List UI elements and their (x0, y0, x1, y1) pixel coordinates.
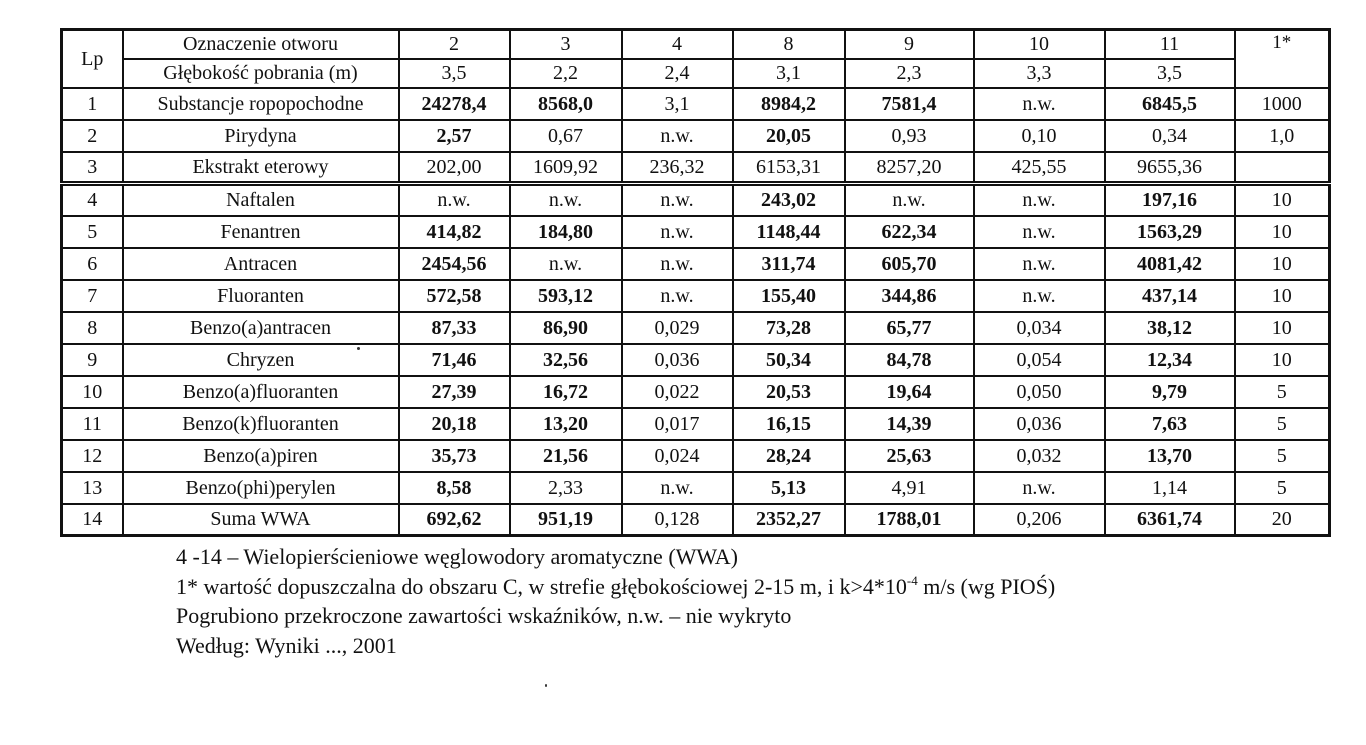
value-cell: 692,62 (399, 504, 510, 536)
depth-cell: 3,5 (399, 59, 510, 88)
borehole-cell: 2 (399, 30, 510, 59)
row-number: 11 (62, 408, 123, 440)
value-cell: 0,036 (622, 344, 733, 376)
value-cell: 2,33 (510, 472, 622, 504)
value-cell: 1788,01 (845, 504, 974, 536)
value-cell: 0,050 (974, 376, 1105, 408)
limit-cell: 10 (1235, 280, 1330, 312)
table-row (62, 472, 1330, 504)
value-cell: n.w. (845, 184, 974, 216)
value-cell: 0,024 (622, 440, 733, 472)
row-number: 12 (62, 440, 123, 472)
value-cell: 14,39 (845, 408, 974, 440)
value-cell: 9655,36 (1105, 152, 1235, 184)
value-cell: 21,56 (510, 440, 622, 472)
value-cell: 13,70 (1105, 440, 1235, 472)
value-cell: 605,70 (845, 248, 974, 280)
value-cell: 0,206 (974, 504, 1105, 536)
value-cell: n.w. (974, 280, 1105, 312)
limit-cell: 1,0 (1235, 120, 1330, 152)
limit-cell: 5 (1235, 376, 1330, 408)
row-number: 9 (62, 344, 123, 376)
value-cell: 414,82 (399, 216, 510, 248)
table-row (62, 504, 1330, 536)
limit-cell: 5 (1235, 408, 1330, 440)
depth-cell: 3,1 (733, 59, 845, 88)
value-cell: 425,55 (974, 152, 1105, 184)
value-cell: n.w. (622, 184, 733, 216)
value-cell: 1563,29 (1105, 216, 1235, 248)
value-cell: 9,79 (1105, 376, 1235, 408)
value-cell: n.w. (974, 248, 1105, 280)
row-number: 10 (62, 376, 123, 408)
value-cell: 0,054 (974, 344, 1105, 376)
value-cell: 8568,0 (510, 88, 622, 120)
value-cell: 202,00 (399, 152, 510, 184)
value-cell: 951,19 (510, 504, 622, 536)
value-cell: 16,72 (510, 376, 622, 408)
value-cell: 0,034 (974, 312, 1105, 344)
row-number: 8 (62, 312, 123, 344)
substance-name: Substancje ropopochodne (123, 88, 399, 120)
substance-name: Naftalen (123, 184, 399, 216)
header-row-depth (62, 59, 1330, 88)
value-cell: 84,78 (845, 344, 974, 376)
substance-name: Benzo(a)fluoranten (123, 376, 399, 408)
note-limit-definition (176, 572, 1055, 602)
scan-speck (357, 347, 360, 350)
depth-cell: 2,4 (622, 59, 733, 88)
value-cell: 0,67 (510, 120, 622, 152)
substance-name: Benzo(a)piren (123, 440, 399, 472)
value-cell: 0,017 (622, 408, 733, 440)
value-cell: n.w. (622, 120, 733, 152)
value-cell: 155,40 (733, 280, 845, 312)
value-cell: 28,24 (733, 440, 845, 472)
lp-header: Lp (62, 30, 123, 88)
value-cell: 6153,31 (733, 152, 845, 184)
substance-name: Fluoranten (123, 280, 399, 312)
borehole-cell: 9 (845, 30, 974, 59)
note-bold-legend: Pogrubiono przekroczone zawartości wskaźników, n.w. – nie wykryto (176, 603, 792, 628)
value-cell: 73,28 (733, 312, 845, 344)
limit-cell: 10 (1235, 344, 1330, 376)
row-number: 4 (62, 184, 123, 216)
value-cell: n.w. (622, 248, 733, 280)
value-cell: 2,57 (399, 120, 510, 152)
limit-cell: 20 (1235, 504, 1330, 536)
value-cell: 32,56 (510, 344, 622, 376)
limit-header: 1* (1235, 30, 1330, 88)
value-cell: 5,13 (733, 472, 845, 504)
value-cell: 7,63 (1105, 408, 1235, 440)
table-notes (176, 542, 1055, 660)
table-row (62, 376, 1330, 408)
value-cell: n.w. (974, 88, 1105, 120)
value-cell: 24278,4 (399, 88, 510, 120)
value-cell: 0,022 (622, 376, 733, 408)
value-cell: 6845,5 (1105, 88, 1235, 120)
value-cell: 243,02 (733, 184, 845, 216)
value-cell: 12,34 (1105, 344, 1235, 376)
limit-cell: 10 (1235, 312, 1330, 344)
value-cell: 197,16 (1105, 184, 1235, 216)
table-row (62, 184, 1330, 216)
row-number: 7 (62, 280, 123, 312)
value-cell: n.w. (974, 216, 1105, 248)
value-cell: 236,32 (622, 152, 733, 184)
value-cell: 437,14 (1105, 280, 1235, 312)
row-number: 3 (62, 152, 123, 184)
value-cell: 20,53 (733, 376, 845, 408)
row-number: 2 (62, 120, 123, 152)
table-row (62, 216, 1330, 248)
value-cell: 0,029 (622, 312, 733, 344)
limit-cell: 5 (1235, 440, 1330, 472)
value-cell: 344,86 (845, 280, 974, 312)
row-number: 13 (62, 472, 123, 504)
table-row (62, 88, 1330, 120)
value-cell: 19,64 (845, 376, 974, 408)
value-cell: 311,74 (733, 248, 845, 280)
value-cell: n.w. (622, 280, 733, 312)
value-cell: 20,05 (733, 120, 845, 152)
value-cell: 0,10 (974, 120, 1105, 152)
borehole-cell: 3 (510, 30, 622, 59)
value-cell: 27,39 (399, 376, 510, 408)
value-cell: 8257,20 (845, 152, 974, 184)
row-number: 5 (62, 216, 123, 248)
value-cell: 13,20 (510, 408, 622, 440)
depth-cell: 3,5 (1105, 59, 1235, 88)
row-number: 6 (62, 248, 123, 280)
table-container (60, 28, 1331, 537)
value-cell: 2352,27 (733, 504, 845, 536)
value-cell: n.w. (622, 472, 733, 504)
contaminant-table (60, 28, 1331, 537)
table-body (62, 30, 1330, 536)
value-cell: 35,73 (399, 440, 510, 472)
value-cell: 8984,2 (733, 88, 845, 120)
value-cell: 4081,42 (1105, 248, 1235, 280)
value-cell: 8,58 (399, 472, 510, 504)
value-cell: 0,34 (1105, 120, 1235, 152)
row-number: 14 (62, 504, 123, 536)
limit-cell (1235, 152, 1330, 184)
value-cell: n.w. (622, 216, 733, 248)
note-source: Według: Wyniki ..., 2001 (176, 632, 397, 658)
value-cell: 25,63 (845, 440, 974, 472)
table-row (62, 440, 1330, 472)
substance-name: Fenantren (123, 216, 399, 248)
value-cell: 1148,44 (733, 216, 845, 248)
table-row (62, 248, 1330, 280)
substance-name: Benzo(phi)perylen (123, 472, 399, 504)
depth-cell: 2,2 (510, 59, 622, 88)
value-cell: 20,18 (399, 408, 510, 440)
substance-name: Ekstrakt eterowy (123, 152, 399, 184)
value-cell: 593,12 (510, 280, 622, 312)
substance-name: Chryzen (123, 344, 399, 376)
row-number: 1 (62, 88, 123, 120)
borehole-cell: 4 (622, 30, 733, 59)
limit-cell: 5 (1235, 472, 1330, 504)
borehole-cell: 8 (733, 30, 845, 59)
value-cell: 1609,92 (510, 152, 622, 184)
value-cell: 4,91 (845, 472, 974, 504)
substance-name: Suma WWA (123, 504, 399, 536)
value-cell: 2454,56 (399, 248, 510, 280)
table-row (62, 408, 1330, 440)
limit-cell: 10 (1235, 216, 1330, 248)
value-cell: 0,93 (845, 120, 974, 152)
value-cell: 16,15 (733, 408, 845, 440)
borehole-cell: 10 (974, 30, 1105, 59)
value-cell: 38,12 (1105, 312, 1235, 344)
scan-speck (545, 684, 547, 687)
value-cell: 3,1 (622, 88, 733, 120)
depth-header: Głębokość pobrania (m) (123, 59, 399, 88)
value-cell: n.w. (974, 184, 1105, 216)
value-cell: n.w. (510, 248, 622, 280)
note-wwa-definition: 4 -14 – Wielopierścieniowe węglowodory aromatyczne (WWA) (176, 544, 738, 569)
borehole-cell: 11 (1105, 30, 1235, 59)
value-cell: 87,33 (399, 312, 510, 344)
substance-name: Antracen (123, 248, 399, 280)
limit-cell: 10 (1235, 248, 1330, 280)
value-cell: 184,80 (510, 216, 622, 248)
substance-name: Pirydyna (123, 120, 399, 152)
table-row (62, 344, 1330, 376)
note-limit-exponent: -4 (906, 572, 918, 588)
value-cell: 71,46 (399, 344, 510, 376)
note-limit-unit: m/s (wg PIOŚ) (917, 573, 1056, 599)
value-cell: 572,58 (399, 280, 510, 312)
limit-cell: 1000 (1235, 88, 1330, 120)
value-cell: 0,128 (622, 504, 733, 536)
borehole-header: Oznaczenie otworu (123, 30, 399, 59)
substance-name: Benzo(k)fluoranten (123, 408, 399, 440)
value-cell: n.w. (510, 184, 622, 216)
value-cell: 1,14 (1105, 472, 1235, 504)
header-row-borehole (62, 30, 1330, 59)
depth-cell: 2,3 (845, 59, 974, 88)
value-cell: 6361,74 (1105, 504, 1235, 536)
value-cell: 86,90 (510, 312, 622, 344)
value-cell: n.w. (399, 184, 510, 216)
value-cell: n.w. (974, 472, 1105, 504)
substance-name: Benzo(a)antracen (123, 312, 399, 344)
value-cell: 65,77 (845, 312, 974, 344)
table-row (62, 280, 1330, 312)
table-row (62, 120, 1330, 152)
value-cell: 50,34 (733, 344, 845, 376)
table-row (62, 312, 1330, 344)
value-cell: 0,032 (974, 440, 1105, 472)
note-limit-text: 1* wartość dopuszczalna do obszaru C, w strefie głębokościowej 2-15 m, i k>4*10 (176, 573, 907, 599)
value-cell: 622,34 (845, 216, 974, 248)
table-row (62, 152, 1330, 184)
value-cell: 0,036 (974, 408, 1105, 440)
limit-cell: 10 (1235, 184, 1330, 216)
value-cell: 7581,4 (845, 88, 974, 120)
depth-cell: 3,3 (974, 59, 1105, 88)
